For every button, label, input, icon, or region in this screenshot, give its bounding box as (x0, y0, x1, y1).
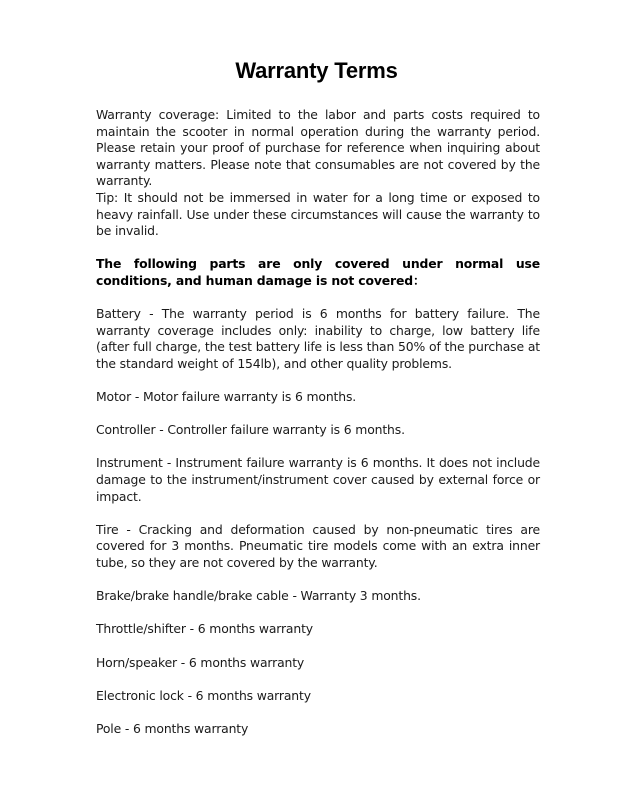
spacer (96, 671, 540, 688)
spacer (96, 638, 540, 655)
part-item-battery: Battery - The warranty period is 6 months for battery failure. The warranty coverage includes only: inability to charge, low battery life (after full charge, the test battery life is less than 50% of the purchase at the standard weight of 154lb), and other quality problems. (96, 306, 540, 371)
tip-paragraph: Tip: It should not be immersed in water for a long time or exposed to heavy rainfall. Use under these circumstances will cause the warranty to be invalid. (96, 189, 540, 239)
spacer (96, 505, 540, 522)
spacer (96, 290, 540, 307)
part-item-electronic-lock: Electronic lock - 6 months warranty (96, 687, 311, 703)
spacer (96, 439, 540, 456)
spacer (96, 605, 540, 622)
document-body (96, 107, 540, 738)
part-item-horn: Horn/speaker - 6 months warranty (96, 654, 305, 670)
parts-heading: The following parts are only covered under normal use conditions, and human damage is not covered： (96, 256, 540, 288)
spacer (96, 572, 540, 589)
part-item-tire: Tire - Cracking and deformation caused by non-pneumatic tires are covered for 3 months. Pneumatic tire models come with an extra inner tube, so they are not covered by the warranty. (96, 521, 540, 571)
part-item-throttle: Throttle/shifter - 6 months warranty (96, 621, 313, 637)
page-title: Warranty Terms (235, 58, 398, 83)
coverage-paragraph: Warranty coverage: Limited to the labor and parts costs required to maintain the scooter in normal operation during the warranty period. Please retain your proof of purchase for reference when inquiring about warranty matters. Please note that consumables are not covered by the warranty. (96, 107, 540, 189)
part-item-controller: Controller - Controller failure warranty is 6 months. (96, 422, 405, 438)
part-item-pole: Pole - 6 months warranty (96, 720, 249, 736)
part-item-instrument: Instrument - Instrument failure warranty is 6 months. It does not include damage to the instrument/instrument cover caused by external force or impact. (96, 455, 540, 504)
spacer (96, 240, 540, 257)
part-item-motor: Motor - Motor failure warranty is 6 months. (96, 389, 357, 405)
spacer (96, 704, 540, 721)
part-item-brake: Brake/brake handle/brake cable - Warranty 3 months. (96, 588, 421, 604)
spacer (96, 406, 540, 423)
spacer (96, 373, 540, 390)
